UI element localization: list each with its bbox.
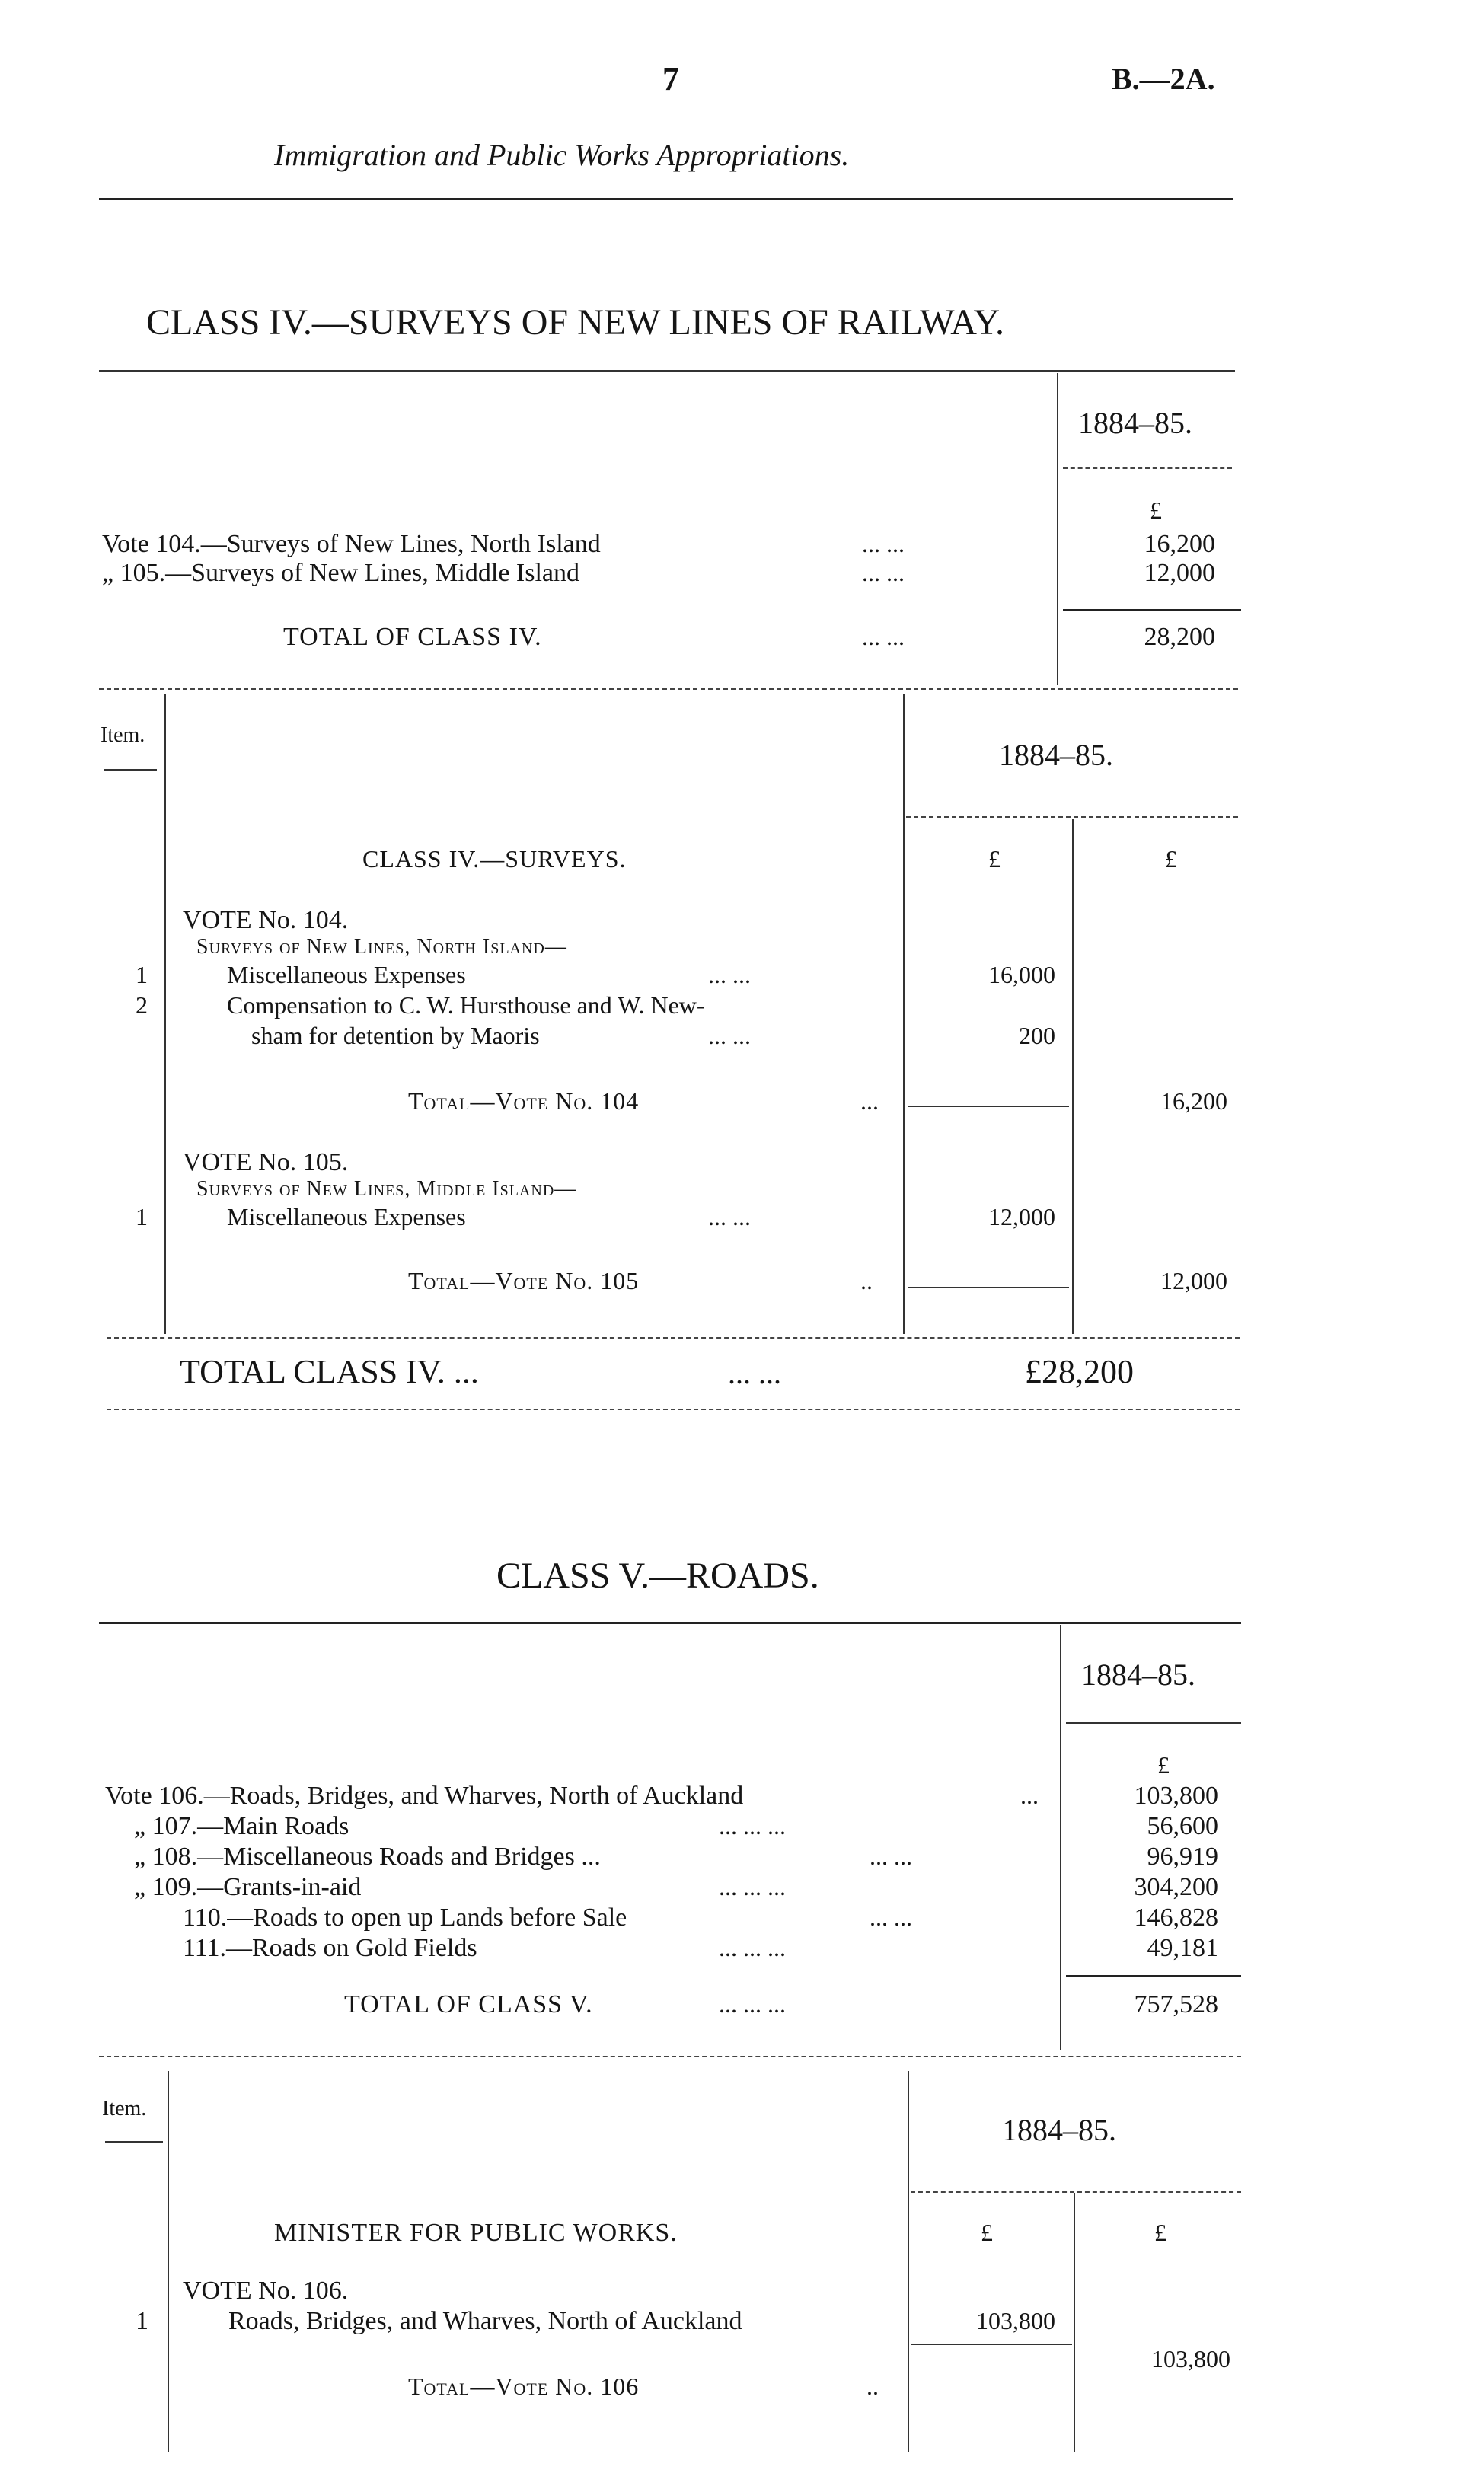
vote-subtitle: Surveys of New Lines, North Island— (196, 935, 567, 959)
item-number: 1 (136, 1203, 148, 1230)
item-amount: 12,000 (988, 1203, 1055, 1230)
class5-title: CLASS V.—ROADS. (496, 1556, 819, 1596)
summary-currency: £ (1157, 1751, 1170, 1779)
summary-row-dots: ... ... (870, 1903, 912, 1931)
summary-row-label: 110.—Roads to open up Lands before Sale (183, 1903, 627, 1932)
item-header-rule (104, 769, 157, 771)
document-reference: B.—2A. (1112, 62, 1215, 96)
summary-row-dots: ... ... (862, 559, 905, 586)
item-number: 2 (136, 991, 148, 1019)
summary-row-dots: ... ... ... (719, 1934, 786, 1961)
item-text: Compensation to C. W. Hursthouse and W. New- (227, 991, 705, 1019)
detail-year-header: 1884–85. (1002, 2113, 1116, 2147)
amount-column-divider (908, 2071, 909, 2452)
detail-year-header: 1884–85. (999, 738, 1113, 772)
detail-top-rule (99, 2056, 1241, 2057)
summary-total-amount: 28,200 (1144, 623, 1215, 651)
summary-row-amount: 103,800 (1134, 1782, 1218, 1810)
item-amount: 16,000 (988, 961, 1055, 988)
summary-row-label: 111.—Roads on Gold Fields (183, 1934, 477, 1962)
item-dots: ... ... (708, 1203, 751, 1230)
subtotal-rule (911, 2344, 1072, 2345)
summary-top-rule (99, 370, 1235, 372)
section-heading: CLASS IV.—SURVEYS. (362, 845, 627, 873)
summary-row-dots: ... (1020, 1782, 1039, 1809)
vote-title: VOTE No. 106. (183, 2277, 349, 2305)
subtotal-rule (908, 1106, 1069, 1107)
item-amount: 103,800 (976, 2307, 1055, 2334)
summary-column-divider (1057, 373, 1058, 685)
item-dots: ... ... (708, 1022, 751, 1049)
vote-subtitle: Surveys of New Lines, Middle Island— (196, 1177, 577, 1201)
item-dots: ... ... (708, 961, 751, 988)
vote-total-label: Total—Vote No. 105 (408, 1267, 640, 1294)
year-header-rule (1066, 1722, 1241, 1724)
summary-row-label: „ 109.—Grants-in-aid (134, 1873, 362, 1901)
item-column-header: Item. (101, 723, 145, 747)
summary-row-amount: 49,181 (1147, 1934, 1218, 1962)
summary-total-label: TOTAL OF CLASS IV. (283, 623, 542, 651)
detail-year-rule (906, 816, 1238, 818)
summary-row-label: „ 107.—Main Roads (134, 1812, 349, 1840)
column-currency: £ (988, 845, 1001, 873)
grand-total-dots: ... ... (728, 1356, 781, 1390)
vote-total-label: Total—Vote No. 104 (408, 1087, 640, 1115)
summary-row-label: Vote 104.—Surveys of New Lines, North Island (102, 530, 601, 558)
section-heading: MINISTER FOR PUBLIC WORKS. (274, 2219, 678, 2247)
summary-total-dots: ... ... ... (719, 1990, 786, 2018)
item-column-divider (168, 2071, 169, 2452)
item-text: Miscellaneous Expenses (227, 1203, 466, 1230)
summary-row-amount: 96,919 (1147, 1843, 1218, 1871)
year-header-rule (1063, 467, 1232, 469)
summary-total-dots: ... ... (862, 623, 905, 650)
vote-total-amount: 103,800 (1151, 2345, 1230, 2372)
amount-column-divider (903, 694, 905, 1334)
subtotal-rule (908, 1287, 1069, 1288)
summary-row-dots: ... ... ... (719, 1812, 786, 1840)
item-text-continued: sham for detention by Maoris (251, 1022, 540, 1049)
column-currency: £ (1165, 845, 1177, 873)
summary-row-amount: 12,000 (1144, 559, 1215, 587)
summary-column-divider (1060, 1625, 1061, 2050)
summary-row-amount: 16,200 (1144, 530, 1215, 558)
subtotal-column-divider (1072, 819, 1074, 1334)
grand-total-label: TOTAL CLASS IV. ... (180, 1353, 479, 1390)
item-column-divider (164, 694, 166, 1334)
summary-year-header: 1884–85. (1078, 406, 1192, 440)
vote-title: VOTE No. 104. (183, 906, 349, 934)
item-text: Roads, Bridges, and Wharves, North of Auckland (228, 2307, 742, 2335)
class4-title: CLASS IV.—SURVEYS OF NEW LINES OF RAILWAY. (146, 302, 1004, 343)
item-number: 1 (136, 2307, 148, 2335)
summary-row-dots: ... ... (870, 1843, 912, 1870)
page-number: 7 (662, 60, 679, 97)
vote-total-dots: .. (860, 1267, 873, 1294)
total-rule (1063, 609, 1241, 611)
subtotal-column-divider (1074, 2193, 1075, 2452)
detail-year-rule (911, 2191, 1241, 2193)
vote-title: VOTE No. 105. (183, 1148, 349, 1176)
summary-row-amount: 56,600 (1147, 1812, 1218, 1840)
summary-row-amount: 146,828 (1134, 1903, 1218, 1932)
vote-total-amount: 16,200 (1160, 1087, 1227, 1115)
column-currency: £ (981, 2219, 993, 2246)
detail-top-rule (99, 688, 1238, 690)
item-amount: 200 (1019, 1022, 1055, 1049)
summary-row-label: „ 105.—Surveys of New Lines, Middle Island (102, 559, 580, 587)
page-subtitle: Immigration and Public Works Appropriations. (274, 138, 850, 172)
grand-total-amount: £28,200 (1025, 1353, 1134, 1390)
summary-total-amount: 757,528 (1134, 1990, 1218, 2018)
item-column-header: Item. (102, 2097, 147, 2120)
summary-total-label: TOTAL OF CLASS V. (344, 1990, 593, 2018)
grand-total-bottom-rule (107, 1409, 1240, 1410)
vote-total-label: Total—Vote No. 106 (408, 2372, 640, 2400)
header-rule (99, 198, 1233, 200)
vote-total-amount: 12,000 (1160, 1267, 1227, 1294)
summary-year-header: 1884–85. (1081, 1658, 1195, 1692)
item-text: Miscellaneous Expenses (227, 961, 466, 988)
summary-top-rule (99, 1622, 1241, 1624)
summary-row-dots: ... ... (862, 530, 905, 557)
vote-total-dots: ... (860, 1087, 879, 1115)
summary-row-dots: ... ... ... (719, 1873, 786, 1900)
summary-row-amount: 304,200 (1134, 1873, 1218, 1901)
column-currency: £ (1154, 2219, 1166, 2246)
summary-row-label: „ 108.—Miscellaneous Roads and Bridges ... (134, 1843, 601, 1871)
summary-currency: £ (1150, 496, 1162, 524)
vote-total-dots: .. (866, 2372, 879, 2400)
item-header-rule (105, 2141, 163, 2143)
total-rule (1066, 1975, 1241, 1977)
summary-row-label: Vote 106.—Roads, Bridges, and Wharves, North of Auckland (105, 1782, 744, 1810)
grand-total-top-rule (107, 1337, 1240, 1339)
item-number: 1 (136, 961, 148, 988)
